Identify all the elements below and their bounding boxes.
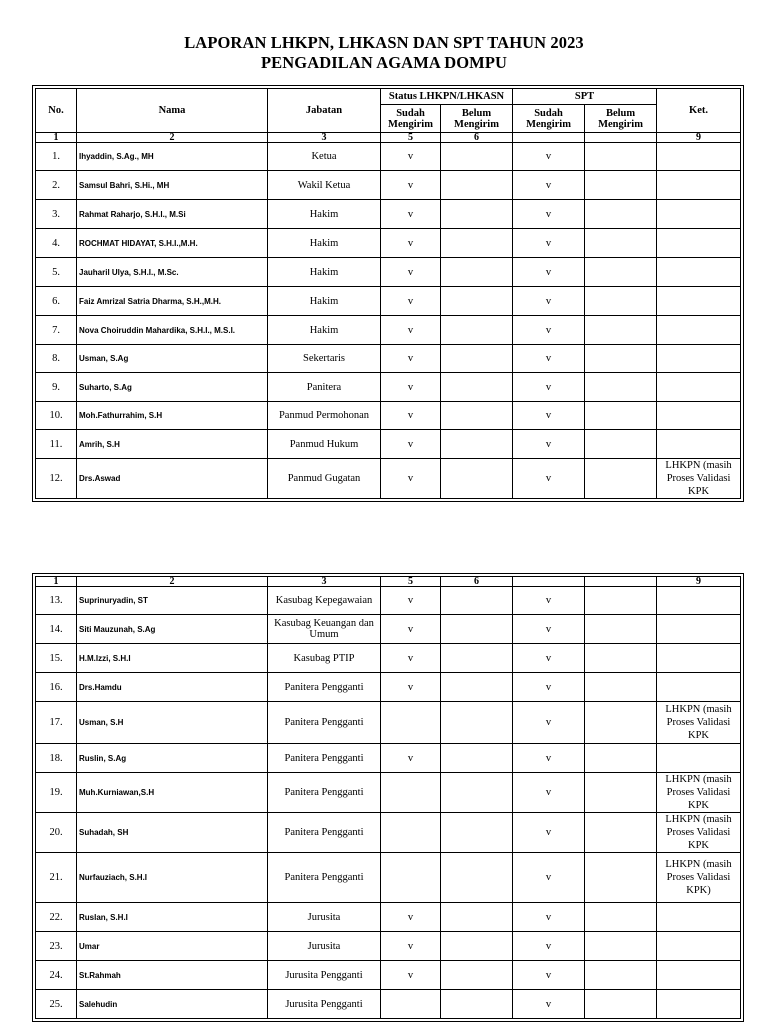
lhkpn-belum-cell	[441, 200, 513, 229]
spt-sudah-cell: v	[513, 171, 585, 200]
spt-belum-cell	[585, 932, 657, 961]
lhkpn-belum-cell	[441, 961, 513, 990]
position-cell: Panitera Pengganti	[268, 773, 381, 813]
table-row	[36, 903, 741, 932]
keterangan-cell	[657, 990, 741, 1019]
lhkpn-sudah-cell: v	[381, 615, 441, 644]
name-cell: Ruslan, S.H.I	[77, 903, 268, 932]
header-belum: Belum Mengirim	[441, 105, 513, 133]
name-cell: Nova Choiruddin Mahardika, S.H.I., M.S.I.	[77, 316, 268, 345]
lhkpn-belum-cell	[441, 813, 513, 853]
table-row	[36, 345, 741, 373]
keterangan-cell	[657, 932, 741, 961]
keterangan-cell	[657, 258, 741, 287]
lhkpn-sudah-cell: v	[381, 744, 441, 773]
keterangan-cell	[657, 903, 741, 932]
column-number-cell: 6	[441, 577, 513, 587]
spt-belum-cell	[585, 990, 657, 1019]
spt-belum-cell	[585, 773, 657, 813]
spt-sudah-cell: v	[513, 258, 585, 287]
lhkpn-belum-cell	[441, 587, 513, 615]
lhkpn-sudah-cell: v	[381, 200, 441, 229]
name-cell: Amrih, S.H	[77, 430, 268, 459]
report-title: LAPORAN LHKPN, LHKASN DAN SPT TAHUN 2023	[184, 33, 584, 52]
keterangan-cell	[657, 229, 741, 258]
keterangan-cell	[657, 402, 741, 430]
position-cell: Panitera	[268, 373, 381, 402]
spt-belum-cell	[585, 673, 657, 702]
name-cell: Usman, S.Ag	[77, 345, 268, 373]
row-number: 23.	[36, 932, 77, 961]
lhkpn-belum-cell	[441, 171, 513, 200]
lhkpn-sudah-cell: v	[381, 143, 441, 171]
row-number: 10.	[36, 402, 77, 430]
position-cell: Kasubag PTIP	[268, 644, 381, 673]
position-cell: Panitera Pengganti	[268, 673, 381, 702]
lhkpn-sudah-cell: v	[381, 961, 441, 990]
column-number-cell	[585, 577, 657, 587]
lhkpn-sudah-cell: v	[381, 287, 441, 316]
name-cell: Ruslin, S.Ag	[77, 744, 268, 773]
row-number: 5.	[36, 258, 77, 287]
keterangan-cell: LHKPN (masih Proses Validasi KPK	[657, 702, 741, 744]
spt-sudah-cell: v	[513, 430, 585, 459]
lhkpn-belum-cell	[441, 430, 513, 459]
position-cell: Hakim	[268, 316, 381, 345]
row-number: 12.	[36, 459, 77, 499]
row-number: 4.	[36, 229, 77, 258]
lhkpn-sudah-cell	[381, 813, 441, 853]
position-cell: Panitera Pengganti	[268, 744, 381, 773]
row-number: 14.	[36, 615, 77, 644]
name-cell: Drs.Aswad	[77, 459, 268, 499]
position-cell: Panitera Pengganti	[268, 702, 381, 744]
spt-sudah-cell: v	[513, 345, 585, 373]
lhkpn-belum-cell	[441, 229, 513, 258]
table-row	[36, 853, 741, 903]
spt-belum-cell	[585, 853, 657, 903]
table-row	[36, 990, 741, 1019]
column-number-cell: 5	[381, 133, 441, 143]
name-cell: Rahmat Raharjo, S.H.I., M.Si	[77, 200, 268, 229]
keterangan-cell: LHKPN (masih Proses Validasi KPK	[657, 773, 741, 813]
position-cell: Hakim	[268, 229, 381, 258]
spt-belum-cell	[585, 143, 657, 171]
lhkpn-sudah-cell: v	[381, 673, 441, 702]
keterangan-cell: LHKPN (masih Proses Validasi KPK	[657, 813, 741, 853]
spt-sudah-cell: v	[513, 961, 585, 990]
position-cell: Hakim	[268, 200, 381, 229]
spt-belum-cell	[585, 744, 657, 773]
row-number: 20.	[36, 813, 77, 853]
spt-sudah-cell: v	[513, 459, 585, 499]
name-cell: Suprinuryadin, ST	[77, 587, 268, 615]
header-nama: Nama	[77, 89, 268, 133]
spt-belum-cell	[585, 287, 657, 316]
row-number: 19.	[36, 773, 77, 813]
name-cell: Suhadah, SH	[77, 813, 268, 853]
spt-belum-cell	[585, 316, 657, 345]
position-cell: Ketua	[268, 143, 381, 171]
column-number-cell: 3	[268, 577, 381, 587]
spt-sudah-cell: v	[513, 143, 585, 171]
row-number: 3.	[36, 200, 77, 229]
spt-sudah-cell: v	[513, 813, 585, 853]
table-row	[36, 587, 741, 615]
table-body-page1	[36, 143, 741, 499]
header-sudah: Sudah Mengirim	[381, 105, 441, 133]
row-number: 11.	[36, 430, 77, 459]
position-cell: Jurusita	[268, 932, 381, 961]
column-number-row	[36, 577, 741, 587]
column-number-cell: 9	[657, 577, 741, 587]
spt-sudah-cell: v	[513, 702, 585, 744]
keterangan-cell	[657, 673, 741, 702]
keterangan-cell	[657, 744, 741, 773]
table-row	[36, 702, 741, 744]
spt-belum-cell	[585, 961, 657, 990]
name-cell: Suharto, S.Ag	[77, 373, 268, 402]
spt-sudah-cell: v	[513, 932, 585, 961]
spt-sudah-cell: v	[513, 287, 585, 316]
row-number: 2.	[36, 171, 77, 200]
spt-sudah-cell: v	[513, 744, 585, 773]
spt-belum-cell	[585, 903, 657, 932]
table-row	[36, 171, 741, 200]
spt-sudah-cell: v	[513, 402, 585, 430]
position-cell: Jurusita Pengganti	[268, 990, 381, 1019]
spt-belum-cell	[585, 200, 657, 229]
name-cell: St.Rahmah	[77, 961, 268, 990]
keterangan-cell	[657, 961, 741, 990]
lhkpn-belum-cell	[441, 287, 513, 316]
column-number-cell: 2	[77, 577, 268, 587]
lhkpn-belum-cell	[441, 702, 513, 744]
position-cell: Kasubag Kepegawaian	[268, 587, 381, 615]
spt-sudah-cell: v	[513, 587, 585, 615]
spt-sudah-cell: v	[513, 853, 585, 903]
report-table-page1	[35, 88, 741, 499]
spt-sudah-cell: v	[513, 200, 585, 229]
lhkpn-belum-cell	[441, 373, 513, 402]
column-number-cell: 3	[268, 133, 381, 143]
table-row	[36, 813, 741, 853]
table-row	[36, 430, 741, 459]
row-number: 24.	[36, 961, 77, 990]
name-cell: Jauharil Ulya, S.H.I., M.Sc.	[77, 258, 268, 287]
row-number: 1.	[36, 143, 77, 171]
table-row	[36, 143, 741, 171]
row-number: 18.	[36, 744, 77, 773]
column-number-cell: 6	[441, 133, 513, 143]
position-cell: Hakim	[268, 258, 381, 287]
position-cell: Panmud Hukum	[268, 430, 381, 459]
lhkpn-belum-cell	[441, 258, 513, 287]
header-ket: Ket.	[657, 89, 741, 133]
lhkpn-sudah-cell: v	[381, 345, 441, 373]
position-cell: Sekertaris	[268, 345, 381, 373]
position-cell: Jurusita	[268, 903, 381, 932]
lhkpn-sudah-cell: v	[381, 258, 441, 287]
name-cell: Siti Mauzunah, S.Ag	[77, 615, 268, 644]
keterangan-cell	[657, 287, 741, 316]
lhkpn-belum-cell	[441, 673, 513, 702]
spt-sudah-cell: v	[513, 773, 585, 813]
keterangan-cell: LHKPN (masih Proses Validasi KPK)	[657, 853, 741, 903]
row-number: 16.	[36, 673, 77, 702]
row-number: 9.	[36, 373, 77, 402]
report-subtitle: PENGADILAN AGAMA DOMPU	[260, 53, 508, 72]
position-cell: Panmud Permohonan	[268, 402, 381, 430]
spt-sudah-cell: v	[513, 316, 585, 345]
name-cell: Samsul Bahri, S.Hi., MH	[77, 171, 268, 200]
position-cell: Hakim	[268, 287, 381, 316]
table-row	[36, 200, 741, 229]
lhkpn-belum-cell	[441, 345, 513, 373]
table-row	[36, 316, 741, 345]
lhkpn-belum-cell	[441, 903, 513, 932]
lhkpn-belum-cell	[441, 143, 513, 171]
spt-sudah-cell: v	[513, 615, 585, 644]
keterangan-cell	[657, 345, 741, 373]
keterangan-cell	[657, 200, 741, 229]
lhkpn-sudah-cell: v	[381, 373, 441, 402]
row-number: 21.	[36, 853, 77, 903]
spt-belum-cell	[585, 702, 657, 744]
header-spt-sudah: Sudah Mengirim	[513, 105, 585, 133]
position-cell: Jurusita Pengganti	[268, 961, 381, 990]
spt-belum-cell	[585, 258, 657, 287]
keterangan-cell	[657, 587, 741, 615]
lhkpn-belum-cell	[441, 773, 513, 813]
lhkpn-sudah-cell: v	[381, 316, 441, 345]
lhkpn-sudah-cell: v	[381, 903, 441, 932]
spt-belum-cell	[585, 402, 657, 430]
position-cell: Panitera Pengganti	[268, 853, 381, 903]
table-row	[36, 744, 741, 773]
spt-belum-cell	[585, 615, 657, 644]
table-body-page2	[36, 587, 741, 1019]
spt-belum-cell	[585, 171, 657, 200]
lhkpn-belum-cell	[441, 990, 513, 1019]
lhkpn-sudah-cell: v	[381, 644, 441, 673]
keterangan-cell: LHKPN (masih Proses Validasi KPK	[657, 459, 741, 499]
table-row	[36, 229, 741, 258]
lhkpn-belum-cell	[441, 402, 513, 430]
keterangan-cell	[657, 171, 741, 200]
position-cell: Panmud Gugatan	[268, 459, 381, 499]
lhkpn-belum-cell	[441, 744, 513, 773]
header-spt-belum: Belum Mengirim	[585, 105, 657, 133]
table-row	[36, 673, 741, 702]
spt-sudah-cell: v	[513, 644, 585, 673]
row-number: 15.	[36, 644, 77, 673]
column-number-row	[36, 133, 741, 143]
keterangan-cell	[657, 316, 741, 345]
header-jabatan: Jabatan	[268, 89, 381, 133]
lhkpn-sudah-cell: v	[381, 587, 441, 615]
column-number-cell: 1	[36, 133, 77, 143]
lhkpn-sudah-cell	[381, 773, 441, 813]
spt-belum-cell	[585, 813, 657, 853]
lhkpn-sudah-cell: v	[381, 229, 441, 258]
spt-belum-cell	[585, 373, 657, 402]
spt-belum-cell	[585, 229, 657, 258]
header-spt-group: SPT	[513, 89, 657, 105]
lhkpn-sudah-cell	[381, 702, 441, 744]
name-cell: Ihyaddin, S.Ag., MH	[77, 143, 268, 171]
table-row	[36, 459, 741, 499]
header-no: No.	[36, 89, 77, 133]
column-number-cell: 5	[381, 577, 441, 587]
name-cell: Faiz Amrizal Satria Dharma, S.H.,M.H.	[77, 287, 268, 316]
spt-sudah-cell: v	[513, 673, 585, 702]
name-cell: H.M.Izzi, S.H.I	[77, 644, 268, 673]
spt-belum-cell	[585, 587, 657, 615]
lhkpn-sudah-cell: v	[381, 171, 441, 200]
column-number-cell: 1	[36, 577, 77, 587]
row-number: 7.	[36, 316, 77, 345]
position-cell: Panitera Pengganti	[268, 813, 381, 853]
report-table-page2	[35, 576, 741, 1019]
spt-belum-cell	[585, 345, 657, 373]
name-cell: Umar	[77, 932, 268, 961]
spt-sudah-cell: v	[513, 903, 585, 932]
keterangan-cell	[657, 430, 741, 459]
row-number: 8.	[36, 345, 77, 373]
spt-belum-cell	[585, 644, 657, 673]
keterangan-cell	[657, 143, 741, 171]
spt-sudah-cell: v	[513, 373, 585, 402]
name-cell: Moh.Fathurrahim, S.H	[77, 402, 268, 430]
table-row	[36, 402, 741, 430]
keterangan-cell	[657, 373, 741, 402]
lhkpn-belum-cell	[441, 644, 513, 673]
keterangan-cell	[657, 615, 741, 644]
lhkpn-sudah-cell	[381, 853, 441, 903]
spt-sudah-cell: v	[513, 990, 585, 1019]
column-number-cell: 9	[657, 133, 741, 143]
table-row	[36, 615, 741, 644]
spt-belum-cell	[585, 430, 657, 459]
name-cell: Usman, S.H	[77, 702, 268, 744]
column-number-cell	[585, 133, 657, 143]
table-row	[36, 258, 741, 287]
position-cell: Kasubag Keuangan dan Umum	[268, 615, 381, 644]
spt-belum-cell	[585, 459, 657, 499]
row-number: 22.	[36, 903, 77, 932]
table-row	[36, 932, 741, 961]
name-cell: ROCHMAT HIDAYAT, S.H.I.,M.H.	[77, 229, 268, 258]
header-status-group: Status LHKPN/LHKASN	[381, 89, 513, 105]
lhkpn-sudah-cell: v	[381, 430, 441, 459]
table-row	[36, 773, 741, 813]
table-row	[36, 644, 741, 673]
row-number: 13.	[36, 587, 77, 615]
lhkpn-belum-cell	[441, 932, 513, 961]
name-cell: Nurfauziach, S.H.I	[77, 853, 268, 903]
column-number-cell: 2	[77, 133, 268, 143]
row-number: 25.	[36, 990, 77, 1019]
table-row	[36, 961, 741, 990]
table-row	[36, 373, 741, 402]
row-number: 17.	[36, 702, 77, 744]
lhkpn-sudah-cell	[381, 990, 441, 1019]
name-cell: Muh.Kurniawan,S.H	[77, 773, 268, 813]
lhkpn-belum-cell	[441, 853, 513, 903]
lhkpn-belum-cell	[441, 459, 513, 499]
lhkpn-sudah-cell: v	[381, 932, 441, 961]
lhkpn-sudah-cell: v	[381, 402, 441, 430]
spt-sudah-cell: v	[513, 229, 585, 258]
position-cell: Wakil Ketua	[268, 171, 381, 200]
lhkpn-belum-cell	[441, 615, 513, 644]
keterangan-cell	[657, 644, 741, 673]
table-row	[36, 287, 741, 316]
name-cell: Salehudin	[77, 990, 268, 1019]
column-number-cell	[513, 133, 585, 143]
column-number-cell	[513, 577, 585, 587]
lhkpn-belum-cell	[441, 316, 513, 345]
lhkpn-sudah-cell: v	[381, 459, 441, 499]
name-cell: Drs.Hamdu	[77, 673, 268, 702]
row-number: 6.	[36, 287, 77, 316]
